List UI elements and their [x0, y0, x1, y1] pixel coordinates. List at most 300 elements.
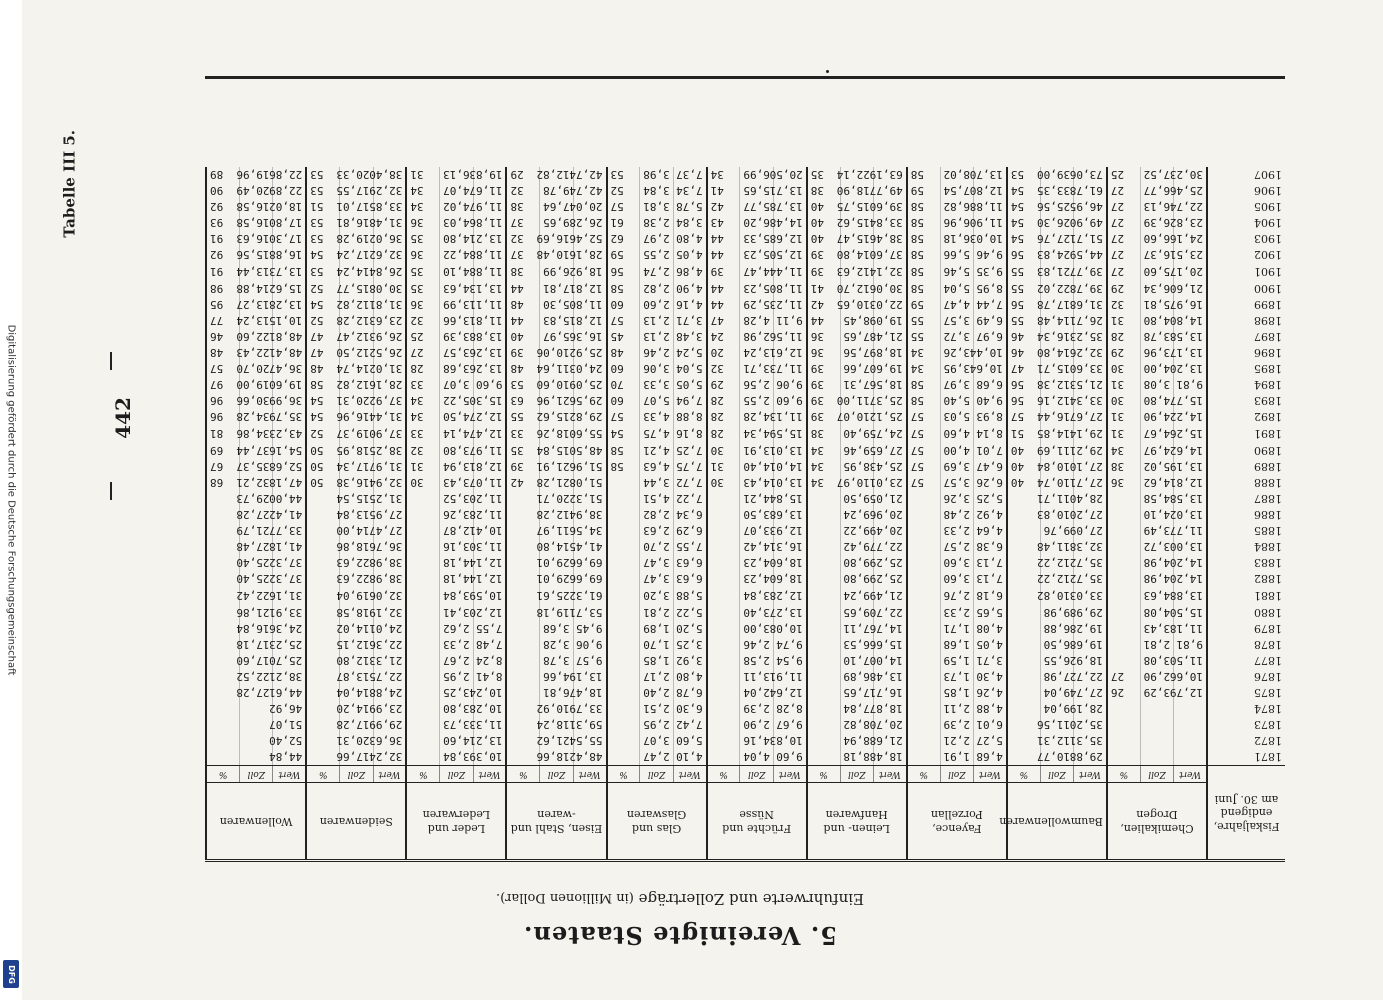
value-cell: 12,47: [340, 329, 373, 345]
value-cell: 36: [1107, 475, 1140, 491]
value-cell: 16,69: [540, 231, 573, 247]
value-cell: 12,38: [1040, 377, 1073, 393]
value-cell: [240, 717, 273, 733]
value-cell: [807, 555, 840, 571]
value-cell: 7,98: [1040, 669, 1073, 685]
value-cell: 16,38: [340, 475, 373, 491]
value-cell: 14,04: [340, 685, 373, 701]
value-cell: 51,71: [1074, 231, 1107, 247]
value-cell: 3,20: [640, 587, 673, 605]
value-cell: 3,73: [440, 717, 473, 733]
value-cell: 9,45: [573, 621, 606, 637]
value-cell: 52,68: [273, 459, 306, 475]
value-cell: 11,69: [1040, 443, 1073, 459]
value-cell: 5,05: [673, 377, 706, 393]
value-cell: 20,33: [340, 167, 373, 183]
value-cell: 57: [206, 361, 240, 377]
value-cell: 21,86: [240, 605, 273, 621]
value-cell: 14,48: [1040, 313, 1073, 329]
year-cell: 1881: [1207, 587, 1285, 605]
value-cell: 40: [1007, 459, 1040, 475]
year-header: Fiskaljahre, endigend am 30. Juni: [1207, 766, 1285, 860]
value-cell: 25,92: [573, 345, 606, 361]
value-cell: 2,47: [640, 749, 673, 766]
value-cell: 3,39: [440, 329, 473, 345]
value-cell: 6,30: [673, 701, 706, 717]
value-cell: 46,92: [273, 701, 306, 717]
value-cell: 24: [707, 329, 740, 345]
value-cell: 4,21: [640, 443, 673, 459]
value-cell: 24,75: [873, 425, 906, 443]
value-cell: 10,64: [973, 361, 1006, 377]
value-cell: 12,15: [340, 637, 373, 653]
value-cell: 58: [907, 167, 940, 183]
value-cell: 24,88: [373, 685, 406, 701]
value-cell: 69: [206, 443, 240, 459]
value-cell: 4,00: [1140, 361, 1173, 377]
value-cell: 40: [1007, 443, 1040, 459]
value-cell: 19,28: [1074, 621, 1107, 637]
value-cell: 23,63: [373, 313, 406, 329]
value-cell: 58: [907, 215, 940, 231]
value-cell: [1140, 733, 1173, 749]
value-cell: 13,02: [1174, 507, 1207, 523]
value-cell: 31,97: [373, 459, 406, 475]
value-cell: 27: [406, 345, 439, 361]
value-cell: 55: [1007, 313, 1040, 329]
value-cell: 10,83: [1040, 507, 1073, 523]
value-cell: 4,02: [440, 199, 473, 215]
value-cell: 42: [707, 199, 740, 215]
value-cell: 35,31: [1074, 733, 1107, 749]
value-cell: 4,16: [673, 297, 706, 313]
value-cell: 3,28: [540, 637, 573, 653]
value-cell: 7,31: [840, 377, 873, 393]
value-cell: [206, 685, 240, 701]
value-cell: 9,24: [840, 507, 873, 523]
value-cell: 55: [907, 313, 940, 329]
value-cell: 27,71: [1074, 475, 1107, 491]
value-cell: [1007, 523, 1040, 539]
value-cell: 34: [406, 393, 439, 409]
value-cell: 16,97: [1174, 297, 1207, 313]
value-cell: 25,61: [540, 587, 573, 605]
value-cell: 57: [607, 199, 640, 215]
value-cell: 4,18: [440, 555, 473, 571]
value-cell: 20,96: [873, 507, 906, 523]
value-cell: 6,68: [973, 377, 1006, 393]
value-cell: 2,63: [640, 523, 673, 539]
value-cell: 6,77: [1140, 183, 1173, 199]
year-cell: 1872: [1207, 733, 1285, 749]
value-cell: 31,16: [273, 587, 306, 605]
table-row: [206, 167, 1285, 183]
value-cell: 32,14: [873, 263, 906, 281]
table-row: [206, 555, 1285, 571]
value-cell: 53: [306, 263, 339, 281]
value-cell: [907, 587, 940, 605]
value-cell: 32: [506, 231, 539, 247]
value-cell: [907, 701, 940, 717]
value-cell: 55: [1007, 281, 1040, 297]
value-cell: 53: [506, 377, 539, 393]
subcol-header: Wert: [573, 766, 606, 783]
value-cell: 36,02: [373, 231, 406, 247]
value-cell: 29: [1107, 281, 1140, 297]
value-cell: 7,56: [840, 345, 873, 361]
value-cell: 6,34: [1140, 281, 1173, 297]
subcol-header: Zoll: [740, 766, 773, 783]
year-cell: 1873: [1207, 717, 1285, 733]
value-cell: 6,39: [1140, 215, 1173, 231]
value-cell: 2,13: [640, 329, 673, 345]
year-cell: 1871: [1207, 749, 1285, 766]
value-cell: [1007, 733, 1040, 749]
value-cell: 4,04: [740, 749, 773, 766]
value-cell: 38,94: [573, 507, 606, 523]
subcol-header: %: [807, 766, 840, 783]
value-cell: 35,72: [1074, 555, 1107, 571]
value-cell: 26,71: [1074, 313, 1107, 329]
value-cell: 14,20: [1174, 571, 1207, 587]
value-cell: 29,82: [573, 409, 606, 425]
value-cell: 40: [1007, 475, 1040, 491]
value-cell: [306, 539, 339, 555]
value-cell: 7,48: [473, 637, 506, 653]
value-cell: 51: [1007, 425, 1040, 443]
page-title: 5. Vereinigte Staaten.: [523, 921, 837, 950]
value-cell: [1007, 539, 1040, 555]
subcol-header: Wert: [773, 766, 806, 783]
value-cell: 33,91: [273, 605, 306, 621]
value-cell: 27,48: [240, 539, 273, 555]
subcol-header: %: [506, 766, 539, 783]
value-cell: 2,56: [740, 377, 773, 393]
value-cell: 13,21: [473, 231, 506, 247]
value-cell: 5,22: [673, 605, 706, 621]
value-cell: 60: [607, 297, 640, 313]
value-cell: 55: [1007, 263, 1040, 281]
value-cell: 8,93: [973, 409, 1006, 425]
value-cell: 11,73: [773, 361, 806, 377]
value-cell: 58: [907, 377, 940, 393]
value-cell: 28: [707, 425, 740, 443]
value-cell: 46,95: [1074, 199, 1107, 215]
value-cell: [306, 717, 339, 733]
value-cell: [1140, 749, 1173, 766]
value-cell: [1007, 653, 1040, 669]
subcol-header: Zoll: [440, 766, 473, 783]
value-cell: 8,88: [673, 409, 706, 425]
value-cell: 2,21: [940, 733, 973, 749]
value-cell: 56: [607, 263, 640, 281]
value-cell: 19,60: [873, 361, 906, 377]
value-cell: 15,54: [340, 491, 373, 507]
value-cell: 12,61: [773, 345, 806, 361]
value-cell: 20,31: [340, 733, 373, 749]
table-label: Tabelle III 5.: [60, 130, 78, 238]
table-row: [206, 685, 1285, 701]
year-cell: 1904: [1207, 215, 1285, 231]
value-cell: 30: [707, 443, 740, 459]
value-cell: 39,78: [1074, 281, 1107, 297]
table-row: [206, 701, 1285, 717]
value-cell: 3,71: [673, 313, 706, 329]
value-cell: 13,01: [773, 475, 806, 491]
value-cell: [1107, 637, 1140, 653]
value-cell: [707, 653, 740, 669]
value-cell: 30: [1107, 393, 1140, 409]
value-cell: 7,13: [973, 571, 1006, 587]
value-cell: 34: [907, 345, 940, 361]
value-cell: [807, 605, 840, 621]
value-cell: 96: [206, 393, 240, 409]
value-cell: 4,58: [1140, 491, 1173, 507]
value-cell: 7,64: [540, 199, 573, 215]
value-cell: 51,96: [573, 459, 606, 475]
subcol-header: Zoll: [1140, 766, 1173, 783]
value-cell: 6,63: [673, 555, 706, 571]
value-cell: 50: [306, 475, 339, 491]
value-cell: 13,88: [1174, 587, 1207, 605]
value-cell: [506, 621, 539, 637]
value-cell: 12,64: [773, 685, 806, 701]
value-cell: 5,20: [673, 621, 706, 637]
value-cell: 18,92: [573, 263, 606, 281]
year-cell: 1875: [1207, 685, 1285, 701]
value-cell: 4,68: [973, 749, 1006, 766]
value-cell: 41,45: [573, 539, 606, 555]
table-row: [206, 345, 1285, 361]
value-cell: 22,72: [1074, 669, 1107, 685]
table-row: [206, 231, 1285, 247]
value-cell: 29,56: [573, 393, 606, 409]
value-cell: 55,60: [573, 425, 606, 443]
value-cell: 14,80: [840, 247, 873, 263]
year-cell: 1878: [1207, 637, 1285, 653]
value-cell: 4,63: [1140, 587, 1173, 605]
value-cell: 58: [907, 263, 940, 281]
year-cell: 1896: [1207, 345, 1285, 361]
value-cell: 3,60: [940, 555, 973, 571]
value-cell: 18,60: [773, 555, 806, 571]
value-cell: [907, 749, 940, 766]
value-cell: 92: [206, 247, 240, 263]
value-cell: [406, 621, 439, 637]
value-cell: 3,84: [740, 587, 773, 605]
value-cell: [406, 701, 439, 717]
value-cell: 4,26: [973, 685, 1006, 701]
value-cell: 18,60: [773, 571, 806, 587]
value-cell: [607, 539, 640, 555]
year-cell: 1874: [1207, 701, 1285, 717]
value-cell: 4,80: [1140, 313, 1173, 329]
value-cell: 3,68: [540, 621, 573, 637]
table-row: [206, 247, 1285, 263]
value-cell: 41,18: [273, 539, 306, 555]
value-cell: 10,59: [473, 587, 506, 605]
value-cell: 13,28: [273, 297, 306, 313]
value-cell: 10,07: [840, 409, 873, 425]
value-cell: [206, 653, 240, 669]
value-cell: 33,03: [1074, 587, 1107, 605]
value-cell: 10,41: [473, 523, 506, 539]
value-cell: 30,66: [240, 393, 273, 409]
value-cell: 5,97: [540, 329, 573, 345]
value-cell: 3,47: [640, 555, 673, 571]
value-cell: 2,97: [640, 231, 673, 247]
value-cell: 47: [1007, 361, 1040, 377]
page-dash-top: [110, 482, 112, 500]
value-cell: 30,06: [873, 281, 906, 297]
value-cell: [607, 717, 640, 733]
value-cell: 9,65: [840, 605, 873, 621]
value-cell: [1107, 717, 1140, 733]
value-cell: [1007, 701, 1040, 717]
value-cell: 4,23: [740, 555, 773, 571]
value-cell: 12,79: [1174, 685, 1207, 701]
value-cell: 17,18: [240, 637, 273, 653]
value-cell: 21,33: [373, 653, 406, 669]
value-cell: 38: [506, 199, 539, 215]
value-cell: 33,35: [1040, 183, 1073, 199]
value-cell: 11,50: [1174, 653, 1207, 669]
value-cell: 11,48: [1040, 539, 1073, 555]
value-cell: 25,46: [1174, 183, 1207, 199]
subtitle-text: Einfuhrwerte und Zollerträge: [638, 890, 865, 908]
value-cell: [1107, 605, 1140, 621]
year-cell: 1885: [1207, 523, 1285, 539]
value-cell: 7,01: [973, 443, 1006, 459]
value-cell: 9,98: [1040, 605, 1073, 621]
value-cell: 31,68: [1074, 297, 1107, 313]
value-cell: [406, 653, 439, 669]
value-cell: [240, 701, 273, 717]
value-cell: 34,86: [240, 425, 273, 443]
subcol-header: Wert: [473, 766, 506, 783]
value-cell: 4,05: [973, 637, 1006, 653]
value-cell: 39: [807, 263, 840, 281]
value-cell: 21,48: [873, 329, 906, 345]
subcol-header: Zoll: [540, 766, 573, 783]
value-cell: 9,04: [1040, 685, 1073, 701]
value-cell: 1,71: [940, 621, 973, 637]
subheader-row: [206, 766, 1285, 783]
value-cell: 7,55: [673, 539, 706, 555]
value-cell: [907, 555, 940, 571]
value-cell: 58: [907, 393, 940, 409]
value-cell: 13,73: [273, 263, 306, 281]
value-cell: 13,58: [1174, 329, 1207, 345]
value-cell: 3,99: [440, 297, 473, 313]
table-row: [206, 329, 1285, 345]
value-cell: 39: [807, 247, 840, 263]
value-cell: 13,48: [873, 669, 906, 685]
value-cell: 1,85: [640, 653, 673, 669]
value-cell: 4,30: [973, 669, 1006, 685]
table-row: [206, 425, 1285, 443]
table-row: [206, 215, 1285, 231]
value-cell: 39: [506, 345, 539, 361]
year-cell: 1893: [1207, 393, 1285, 409]
value-cell: [240, 733, 273, 749]
value-cell: 27: [1107, 199, 1140, 215]
value-cell: 22,70: [873, 605, 906, 621]
value-cell: 6,81: [540, 685, 573, 701]
value-cell: [907, 637, 940, 653]
value-cell: 25,43: [873, 459, 906, 475]
value-cell: 37,60: [873, 247, 906, 263]
value-cell: 3,80: [440, 701, 473, 717]
value-cell: 8,14: [973, 425, 1006, 443]
value-cell: 20,17: [1174, 263, 1207, 281]
value-cell: 32,62: [373, 247, 406, 263]
value-cell: 27,20: [1074, 507, 1107, 523]
table-row: [206, 653, 1285, 669]
year-cell: 1880: [1207, 605, 1285, 621]
value-cell: 2,62: [440, 621, 473, 637]
value-cell: 36,99: [273, 393, 306, 409]
value-cell: 14,80: [1040, 345, 1073, 361]
value-cell: 6,26: [973, 475, 1006, 491]
value-cell: [1007, 685, 1040, 701]
value-cell: 2,39: [740, 701, 773, 717]
value-cell: 29,73: [240, 491, 273, 507]
value-cell: 32,24: [373, 749, 406, 766]
value-cell: [707, 669, 740, 685]
value-cell: [807, 587, 840, 605]
value-cell: [206, 669, 240, 685]
value-cell: 4,64: [973, 523, 1006, 539]
value-cell: 13,01: [773, 443, 806, 459]
value-cell: 4,10: [1140, 507, 1173, 523]
value-cell: 10,84: [1040, 459, 1073, 475]
value-cell: 6,82: [940, 199, 973, 215]
value-cell: 8,95: [840, 459, 873, 475]
value-cell: 18,58: [340, 605, 373, 621]
value-cell: 6,53: [840, 637, 873, 653]
value-cell: 4,98: [1140, 555, 1173, 571]
year-cell: 1900: [1207, 281, 1285, 297]
value-cell: 12,68: [773, 231, 806, 247]
value-cell: 22,75: [373, 669, 406, 685]
value-cell: 12,22: [1040, 555, 1073, 571]
value-cell: 1,68: [940, 637, 973, 653]
value-cell: 13,84: [340, 507, 373, 523]
value-cell: 9,50: [840, 491, 873, 507]
value-cell: 19,68: [1074, 637, 1107, 653]
value-cell: 15,62: [840, 215, 873, 231]
value-cell: 5,77: [740, 199, 773, 215]
value-cell: [707, 749, 740, 766]
value-cell: 22,02: [1040, 281, 1073, 297]
value-cell: 25,56: [1040, 199, 1073, 215]
value-cell: 21,96: [540, 393, 573, 409]
table-row: [206, 539, 1285, 555]
value-cell: [907, 733, 940, 749]
value-cell: 6,47: [973, 459, 1006, 475]
value-cell: 8,82: [840, 717, 873, 733]
value-cell: 20,49: [240, 183, 273, 199]
subcol-header: %: [1107, 766, 1140, 783]
value-cell: 33,60: [1074, 361, 1107, 377]
value-cell: 10,44: [973, 345, 1006, 361]
value-cell: 4,07: [440, 183, 473, 199]
value-cell: [306, 507, 339, 523]
value-cell: 59: [607, 247, 640, 263]
value-cell: [807, 685, 840, 701]
table-body: [206, 167, 1285, 766]
